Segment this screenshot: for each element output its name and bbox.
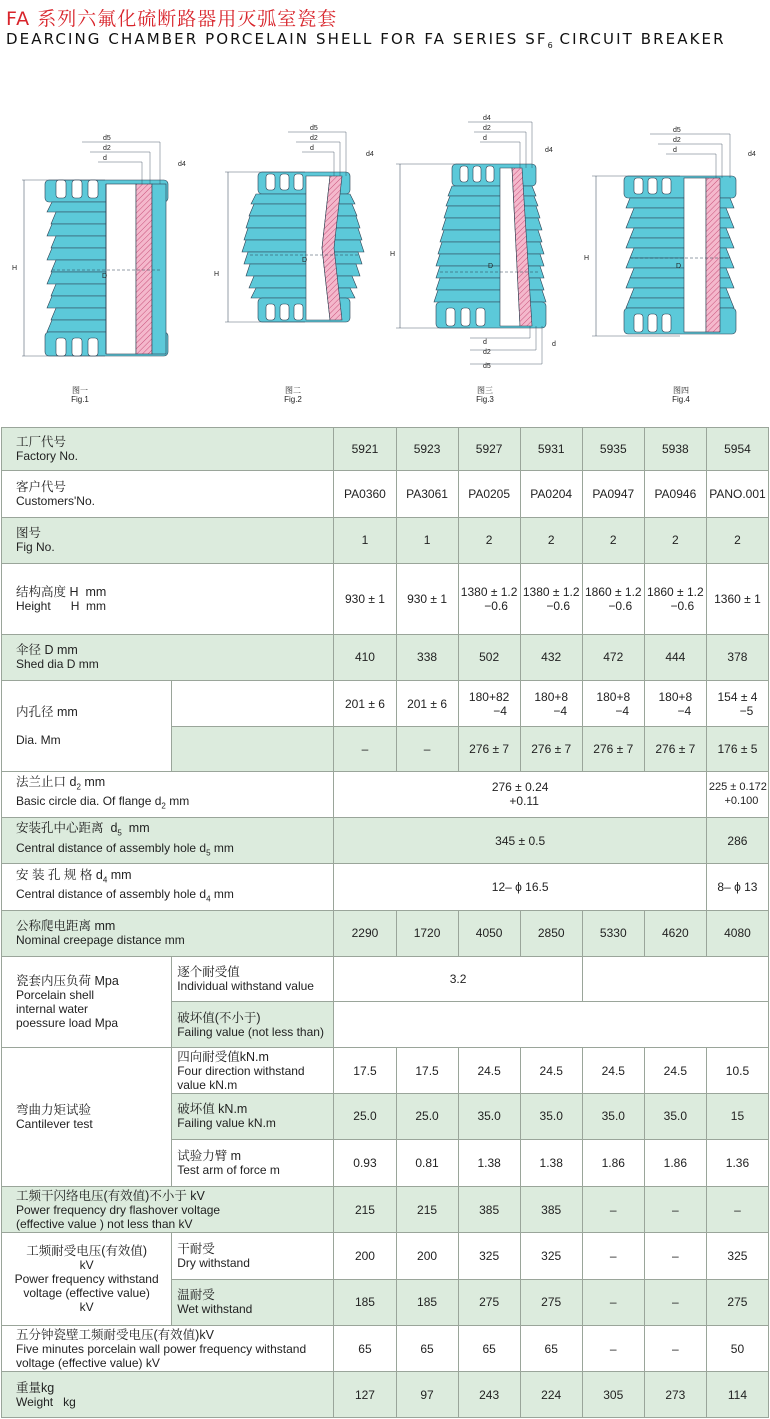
row-five-min bbox=[2, 1326, 769, 1372]
inner-dia-sub-1 bbox=[172, 680, 334, 726]
fig1-label-d5: d5 bbox=[103, 135, 111, 142]
fig2-label-H: H bbox=[214, 271, 220, 278]
fig2-label-d5: d5 bbox=[310, 125, 318, 132]
cell: 378 bbox=[706, 634, 768, 680]
cell: PA0205 bbox=[458, 471, 520, 517]
cell: 243 bbox=[458, 1372, 520, 1418]
row-pf-dry bbox=[2, 1233, 769, 1279]
cell: 50 bbox=[706, 1326, 768, 1372]
cell: 2 bbox=[644, 517, 706, 563]
label-inner-dia: 内孔径 mm Dia. Mm bbox=[2, 680, 172, 771]
cell: 1380 ± 1.2 −0.6 bbox=[458, 564, 520, 635]
cell: 472 bbox=[582, 634, 644, 680]
label-test-arm: 试验力臂 m Test arm of force m bbox=[172, 1139, 334, 1186]
cell: 2 bbox=[706, 517, 768, 563]
inner-dia-sub-2 bbox=[172, 727, 334, 771]
cell: 25.0 bbox=[396, 1094, 458, 1139]
cell: PA0946 bbox=[644, 471, 706, 517]
cell: 275 bbox=[520, 1279, 582, 1325]
row-height bbox=[2, 564, 769, 635]
cell: 180+82 −4 bbox=[458, 680, 520, 726]
cell: 180+8 −4 bbox=[582, 680, 644, 726]
label-flange-d2: 法兰止口 $d_2$ mm Basic circle dia. Of flange $d_2$ mm bbox=[2, 771, 334, 817]
fig4-label-D: D bbox=[676, 263, 682, 270]
fig4-label-d: d bbox=[673, 147, 677, 154]
label-shed-dia: 伞径 D mm Shed dia D mm bbox=[2, 634, 334, 680]
cell: 276 ± 7 bbox=[458, 727, 520, 771]
label-dry-withstand: 干耐受 Dry withstand bbox=[172, 1233, 334, 1279]
cell: 65 bbox=[520, 1326, 582, 1372]
cell: 325 bbox=[520, 1233, 582, 1279]
cell: 1860 ± 1.2 −0.6 bbox=[644, 564, 706, 635]
figure-4-caption: 图四 Fig.4 bbox=[672, 386, 690, 404]
fig1-label-d: d bbox=[103, 155, 107, 162]
fig3-label-d-top: d bbox=[483, 135, 487, 142]
cell: 1 bbox=[396, 517, 458, 563]
cell: 180+8 −4 bbox=[644, 680, 706, 726]
cell: 201 ± 6 bbox=[334, 680, 396, 726]
cell: 35.0 bbox=[520, 1094, 582, 1139]
label-four-direction: 四向耐受值kN.m Four direction withstand value kN.m bbox=[172, 1047, 334, 1093]
hole-d5-value: 345 ± 0.5 bbox=[334, 818, 706, 864]
row-hole-d4 bbox=[2, 864, 769, 910]
cell: 275 bbox=[706, 1279, 768, 1325]
cell: 502 bbox=[458, 634, 520, 680]
row-weight bbox=[2, 1372, 769, 1418]
cell: – bbox=[644, 1279, 706, 1325]
cell: 276 ± 7 bbox=[582, 727, 644, 771]
fig3-label-d4-top: d4 bbox=[483, 115, 491, 122]
cell: 2850 bbox=[520, 910, 582, 956]
cell: 5330 bbox=[582, 910, 644, 956]
fig1-label-d2: d2 bbox=[103, 145, 111, 152]
cell: 5954 bbox=[706, 428, 768, 471]
cell: 65 bbox=[334, 1326, 396, 1372]
row-cantilever-1 bbox=[2, 1047, 769, 1093]
cell: 5923 bbox=[396, 428, 458, 471]
figure-4-drawing bbox=[592, 134, 736, 336]
cell: 1360 ± 1 bbox=[706, 564, 768, 635]
figure-3-caption: 图三 Fig.3 bbox=[476, 386, 494, 404]
cell: PA0360 bbox=[334, 471, 396, 517]
cell: 65 bbox=[396, 1326, 458, 1372]
cell: 1380 ± 1.2 −0.6 bbox=[520, 564, 582, 635]
cell: 200 bbox=[334, 1233, 396, 1279]
cell: 410 bbox=[334, 634, 396, 680]
label-dry-flashover: 工频干闪络电压(有效值)不小于 kV Power frequency dry flashover voltage (effective value ) not less than kV bbox=[2, 1186, 334, 1232]
hole-d4-value-5954: 8– ϕ 13 bbox=[706, 864, 768, 910]
label-five-min: 五分钟瓷壁工频耐受电压(有效值)kV Five minutes porcelain wall power frequency withstand voltage (effective value) kV bbox=[2, 1326, 334, 1372]
fig3-label-d2-top: d2 bbox=[483, 125, 491, 132]
label-customers-no: 客户代号 Customers'No. bbox=[2, 471, 334, 517]
cell: 35.0 bbox=[582, 1094, 644, 1139]
figure-3-drawing bbox=[396, 122, 546, 364]
cell: 224 bbox=[520, 1372, 582, 1418]
label-failing-value: 破坏值(不小于) Failing value (not less than) bbox=[172, 1002, 334, 1047]
row-factory-no bbox=[2, 428, 769, 471]
row-inner-dia-1 bbox=[2, 680, 769, 726]
cell: 176 ± 5 bbox=[706, 727, 768, 771]
label-internal-pressure: 瓷套内压负荷 Mpa Porcelain shell internal water poessure load Mpa bbox=[2, 957, 172, 1048]
cell: 127 bbox=[334, 1372, 396, 1418]
cell: 325 bbox=[706, 1233, 768, 1279]
hole-d5-value-5954: 286 bbox=[706, 818, 768, 864]
cell: 24.5 bbox=[644, 1047, 706, 1093]
cell: 5935 bbox=[582, 428, 644, 471]
fig2-label-d4: d4 bbox=[366, 151, 374, 158]
cell: 1.38 bbox=[458, 1139, 520, 1186]
label-factory-no: 工厂代号 Factory No. bbox=[2, 428, 334, 471]
fig3-label-d-bottom: d bbox=[483, 339, 487, 346]
row-fig-no bbox=[2, 517, 769, 563]
cell: 24.5 bbox=[458, 1047, 520, 1093]
label-height: 结构高度 H mm Height H mm bbox=[2, 564, 334, 635]
label-wet-withstand: 温耐受 Wet withstand bbox=[172, 1279, 334, 1325]
fig4-label-d5: d5 bbox=[673, 127, 681, 134]
fig4-label-d4: d4 bbox=[748, 151, 756, 158]
cell: 65 bbox=[458, 1326, 520, 1372]
fig3-label-d2-bottom: d2 bbox=[483, 349, 491, 356]
fig3-label-d4: d4 bbox=[545, 147, 553, 154]
label-pf-withstand: 工频耐受电压(有效值) kV Power frequency withstand voltage (effective value) kV bbox=[2, 1233, 172, 1326]
page-title-cn: FA 系列六氟化硫断路器用灭弧室瓷套 bbox=[6, 8, 338, 30]
page-title-en: DEARCING CHAMBER PORCELAIN SHELL FOR FA SERIES $SF_6$ CIRCUIT BREAKER bbox=[6, 30, 726, 50]
cell: – bbox=[582, 1279, 644, 1325]
cell: 0.81 bbox=[396, 1139, 458, 1186]
fig1-label-H: H bbox=[12, 265, 18, 272]
cell: 35.0 bbox=[644, 1094, 706, 1139]
cell: – bbox=[582, 1326, 644, 1372]
cell: 432 bbox=[520, 634, 582, 680]
cell: 185 bbox=[396, 1279, 458, 1325]
cell: 1 bbox=[334, 517, 396, 563]
cell: 17.5 bbox=[334, 1047, 396, 1093]
cell: 930 ± 1 bbox=[334, 564, 396, 635]
cell: 305 bbox=[582, 1372, 644, 1418]
cell: – bbox=[582, 1186, 644, 1232]
cell: – bbox=[644, 1186, 706, 1232]
label-cantilever-failing: 破坏值 kN.m Failing value kN.m bbox=[172, 1094, 334, 1139]
cell: PA0947 bbox=[582, 471, 644, 517]
cell: 215 bbox=[334, 1186, 396, 1232]
cell: 1.38 bbox=[520, 1139, 582, 1186]
cell: 276 ± 7 bbox=[644, 727, 706, 771]
row-dry-flashover bbox=[2, 1186, 769, 1232]
individual-withstand-empty bbox=[582, 957, 768, 1002]
fig4-label-H: H bbox=[584, 255, 590, 262]
cell: 276 ± 7 bbox=[520, 727, 582, 771]
cell: 24.5 bbox=[520, 1047, 582, 1093]
cell: 1860 ± 1.2 −0.6 bbox=[582, 564, 644, 635]
fig3-label-d5-bottom: d5 bbox=[483, 363, 491, 370]
cell: 5931 bbox=[520, 428, 582, 471]
cell: PANO.001 bbox=[706, 471, 768, 517]
failing-value-empty bbox=[334, 1002, 769, 1047]
individual-withstand-value: 3.2 bbox=[334, 957, 582, 1002]
fig1-label-d4: d4 bbox=[178, 161, 186, 168]
cell: 35.0 bbox=[458, 1094, 520, 1139]
cell: 10.5 bbox=[706, 1047, 768, 1093]
cell: 2 bbox=[520, 517, 582, 563]
cell: 5927 bbox=[458, 428, 520, 471]
cell: 325 bbox=[458, 1233, 520, 1279]
cell: PA0204 bbox=[520, 471, 582, 517]
cell: 930 ± 1 bbox=[396, 564, 458, 635]
cell: 1.86 bbox=[644, 1139, 706, 1186]
cell: 2290 bbox=[334, 910, 396, 956]
fig2-label-d: d bbox=[310, 145, 314, 152]
figure-1-caption: 图一 Fig.1 bbox=[71, 386, 89, 404]
label-creepage: 公称爬电距离 mm Nominal creepage distance mm bbox=[2, 910, 334, 956]
cell: 180+8 −4 bbox=[520, 680, 582, 726]
cell: 4620 bbox=[644, 910, 706, 956]
cell: 215 bbox=[396, 1186, 458, 1232]
cell: 1.86 bbox=[582, 1139, 644, 1186]
fig3-label-H: H bbox=[390, 251, 396, 258]
cell: 1.36 bbox=[706, 1139, 768, 1186]
row-hole-d5 bbox=[2, 818, 769, 864]
fig2-label-d2: d2 bbox=[310, 135, 318, 142]
fig3-label-d3: d bbox=[552, 341, 556, 348]
label-individual-withstand: 逐个耐受值 Individual withstand value bbox=[172, 957, 334, 1002]
row-customers-no bbox=[2, 471, 769, 517]
hole-d4-value: 12– ϕ 16.5 bbox=[334, 864, 706, 910]
figure-2-drawing bbox=[225, 132, 364, 322]
cell: 15 bbox=[706, 1094, 768, 1139]
fig3-label-D: D bbox=[488, 263, 494, 270]
cell: 200 bbox=[396, 1233, 458, 1279]
cell: 2 bbox=[582, 517, 644, 563]
cell: 2 bbox=[458, 517, 520, 563]
label-hole-d5: 安装孔中心距离 $d_5$ mm Central distance of assembly hole $d_5$ mm bbox=[2, 818, 334, 864]
cell: 24.5 bbox=[582, 1047, 644, 1093]
drawings-svg bbox=[0, 100, 770, 420]
cell: – bbox=[644, 1233, 706, 1279]
cell: 154 ± 4 −5 bbox=[706, 680, 768, 726]
cell: 4080 bbox=[706, 910, 768, 956]
fig4-label-d2: d2 bbox=[673, 137, 681, 144]
cell: 17.5 bbox=[396, 1047, 458, 1093]
row-internal-pressure-1 bbox=[2, 957, 769, 1002]
cell: 275 bbox=[458, 1279, 520, 1325]
flange-d2-value-5954: 225 ± 0.172 +0.100 bbox=[706, 771, 768, 817]
spec-table bbox=[1, 427, 769, 1418]
cell: – bbox=[644, 1326, 706, 1372]
cell: – bbox=[706, 1186, 768, 1232]
technical-drawings bbox=[0, 100, 770, 420]
label-weight: 重量kg Weight kg bbox=[2, 1372, 334, 1418]
cell: 385 bbox=[520, 1186, 582, 1232]
row-shed-dia bbox=[2, 634, 769, 680]
cell: 114 bbox=[706, 1372, 768, 1418]
cell: 25.0 bbox=[334, 1094, 396, 1139]
cell: 444 bbox=[644, 634, 706, 680]
cell: 201 ± 6 bbox=[396, 680, 458, 726]
cell: – bbox=[334, 727, 396, 771]
label-fig-no: 图号 Fig No. bbox=[2, 517, 334, 563]
cell: 4050 bbox=[458, 910, 520, 956]
cell: 185 bbox=[334, 1279, 396, 1325]
row-flange-d2 bbox=[2, 771, 769, 817]
cell: 338 bbox=[396, 634, 458, 680]
figure-2-caption: 图二 Fig.2 bbox=[284, 386, 302, 404]
figure-1-drawing bbox=[22, 142, 168, 356]
cell: 5921 bbox=[334, 428, 396, 471]
cell: PA3061 bbox=[396, 471, 458, 517]
cell: 5938 bbox=[644, 428, 706, 471]
cell: 0.93 bbox=[334, 1139, 396, 1186]
fig1-label-D: D bbox=[102, 273, 108, 280]
fig2-label-D: D bbox=[302, 257, 308, 264]
cell: – bbox=[396, 727, 458, 771]
row-creepage bbox=[2, 910, 769, 956]
flange-d2-value: 276 ± 0.24 +0.11 bbox=[334, 771, 706, 817]
cell: – bbox=[582, 1233, 644, 1279]
label-cantilever: 弯曲力矩试验 Cantilever test bbox=[2, 1047, 172, 1186]
cell: 273 bbox=[644, 1372, 706, 1418]
label-hole-d4: 安 装 孔 规 格 $d_4$ mm Central distance of assembly hole $d_4$ mm bbox=[2, 864, 334, 910]
cell: 97 bbox=[396, 1372, 458, 1418]
cell: 1720 bbox=[396, 910, 458, 956]
cell: 385 bbox=[458, 1186, 520, 1232]
